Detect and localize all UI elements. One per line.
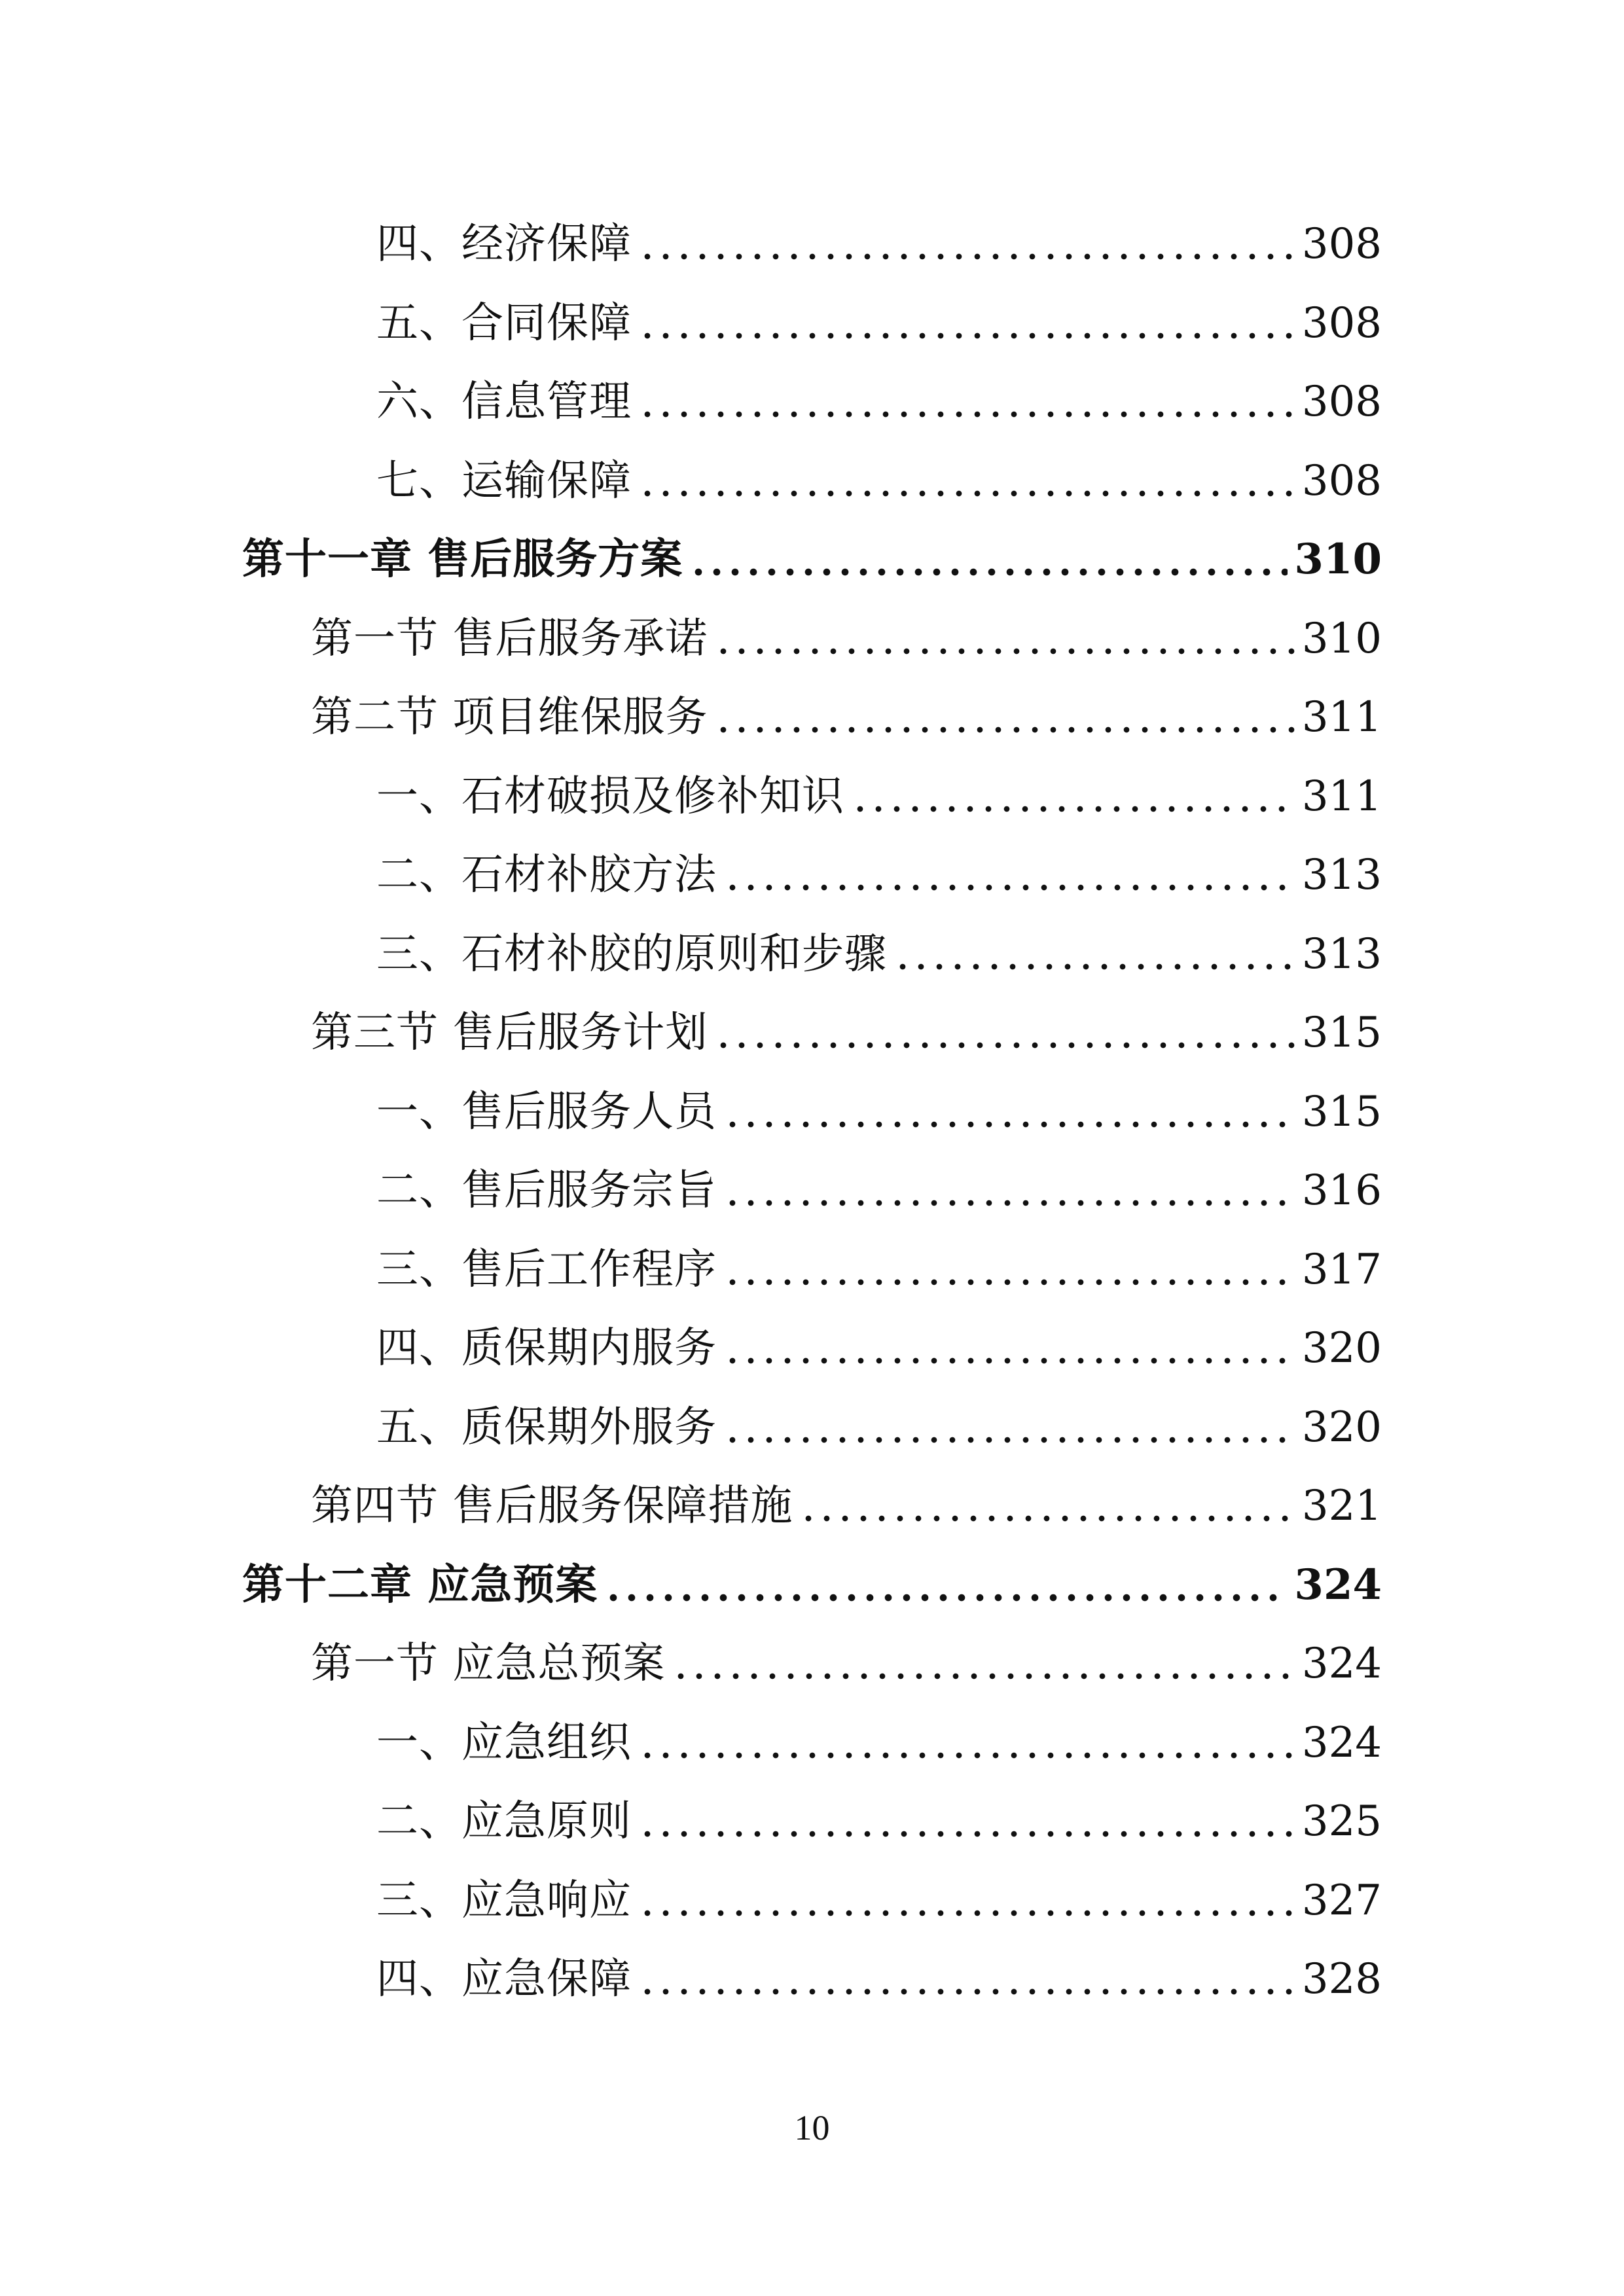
dot-leader	[893, 933, 1295, 975]
toc-entry[interactable]	[376, 915, 1382, 994]
dot-leader	[723, 1091, 1295, 1133]
toc-entry-title: 二、应急原则	[376, 1797, 632, 1846]
toc-entry-title: 一、售后服务人员	[376, 1088, 717, 1136]
toc-entry[interactable]	[376, 1230, 1382, 1309]
toc-entry-page: 316	[1301, 1166, 1382, 1215]
dot-leader	[672, 1643, 1295, 1685]
dot-leader	[638, 460, 1295, 502]
toc-entry[interactable]	[311, 1467, 1382, 1545]
toc-entry-title: 三、应急响应	[376, 1876, 632, 1925]
toc-entry[interactable]	[376, 442, 1382, 520]
toc-entry-page: 310	[1301, 615, 1382, 663]
toc-entry-page: 320	[1301, 1324, 1382, 1372]
toc-entry[interactable]	[376, 1861, 1382, 1940]
toc-entry[interactable]	[376, 205, 1382, 283]
toc-entry-title: 四、经济保障	[376, 220, 632, 268]
toc-entry[interactable]	[376, 1309, 1382, 1388]
toc-entry-title: 二、石材补胶方法	[376, 851, 717, 899]
dot-leader	[638, 381, 1295, 423]
toc-entry-page: 328	[1301, 1955, 1382, 2003]
toc-entry-title: 六、信息管理	[376, 378, 632, 426]
dot-leader	[723, 1249, 1295, 1291]
toc-entry-title: 第二节 项目维保服务	[311, 693, 708, 742]
dot-leader	[799, 1485, 1295, 1527]
toc-entry-page: 325	[1301, 1797, 1382, 1846]
toc-entry[interactable]	[376, 284, 1382, 363]
toc-entry-title: 三、售后工作程序	[376, 1246, 717, 1294]
dot-leader	[638, 1958, 1295, 2000]
toc-entry-page: 317	[1301, 1246, 1382, 1294]
toc-entry-title: 三、石材补胶的原则和步骤	[376, 930, 887, 978]
toc-entry[interactable]	[376, 1073, 1382, 1151]
dot-leader	[714, 618, 1295, 660]
toc-entry-title: 二、售后服务宗旨	[376, 1166, 717, 1215]
toc-entry-page: 313	[1301, 851, 1382, 899]
dot-leader	[723, 1407, 1295, 1448]
toc-entry-page: 315	[1301, 1009, 1382, 1057]
toc-entry-title: 第十二章 应急预案	[242, 1560, 598, 1609]
toc-entry-page: 311	[1301, 693, 1382, 742]
toc-entry-page: 324	[1301, 1640, 1382, 1688]
toc-entry-page: 308	[1301, 457, 1382, 505]
toc-entry-page: 315	[1301, 1088, 1382, 1136]
toc-entry-title: 四、质保期内服务	[376, 1324, 717, 1372]
toc-entry-page: 324	[1294, 1560, 1382, 1609]
dot-leader	[604, 1564, 1288, 1606]
toc-entry-page: 324	[1301, 1719, 1382, 1767]
page-number: 10	[794, 2108, 830, 2147]
dot-leader	[638, 302, 1295, 344]
toc-entry-title: 第一节 售后服务承诺	[311, 615, 708, 663]
toc-entry[interactable]	[242, 520, 1382, 599]
toc-entry-page: 321	[1301, 1482, 1382, 1530]
toc-entry-page: 311	[1301, 772, 1382, 821]
toc-entry-title: 第一节 应急总预案	[311, 1640, 666, 1688]
toc-entry[interactable]	[376, 1782, 1382, 1861]
dot-leader	[851, 776, 1295, 817]
toc-entry-page: 313	[1301, 930, 1382, 978]
toc-entry[interactable]	[311, 994, 1382, 1072]
dot-leader	[638, 1880, 1295, 1922]
toc-entry-page: 308	[1301, 299, 1382, 348]
toc-entry[interactable]	[376, 363, 1382, 441]
dot-leader	[689, 539, 1288, 581]
toc-entry-title: 五、合同保障	[376, 299, 632, 348]
toc-entry-title: 五、质保期外服务	[376, 1403, 717, 1452]
toc-entry[interactable]	[311, 678, 1382, 757]
toc-entry[interactable]	[376, 757, 1382, 836]
toc-entry-title: 一、应急组织	[376, 1719, 632, 1767]
toc-entry-page: 308	[1301, 220, 1382, 268]
dot-leader	[638, 223, 1295, 265]
toc-entry[interactable]	[311, 600, 1382, 678]
toc-entry-page: 308	[1301, 378, 1382, 426]
toc-entry-title: 四、应急保障	[376, 1955, 632, 2003]
toc-entry[interactable]	[376, 1940, 1382, 2018]
toc-entry-title: 一、石材破损及修补知识	[376, 772, 844, 821]
toc-entry[interactable]	[311, 1624, 1382, 1703]
dot-leader	[723, 1170, 1295, 1211]
toc-entry[interactable]	[376, 836, 1382, 914]
toc-entry-title: 七、运输保障	[376, 457, 632, 505]
dot-leader	[714, 696, 1295, 738]
dot-leader	[638, 1722, 1295, 1764]
toc-entry-page: 327	[1301, 1876, 1382, 1925]
toc-entry-page: 310	[1294, 535, 1382, 584]
dot-leader	[714, 1012, 1295, 1054]
toc-entry-title: 第三节 售后服务计划	[311, 1009, 708, 1057]
toc-entry[interactable]	[376, 1151, 1382, 1230]
dot-leader	[723, 854, 1295, 896]
dot-leader	[723, 1327, 1295, 1369]
dot-leader	[638, 1801, 1295, 1842]
toc-entry[interactable]	[242, 1546, 1382, 1624]
toc-entry[interactable]	[376, 1704, 1382, 1782]
toc-entry-title: 第四节 售后服务保障措施	[311, 1482, 793, 1530]
toc-entry-page: 320	[1301, 1403, 1382, 1452]
toc-entry-title: 第十一章 售后服务方案	[242, 535, 683, 584]
toc-entry[interactable]	[376, 1388, 1382, 1467]
